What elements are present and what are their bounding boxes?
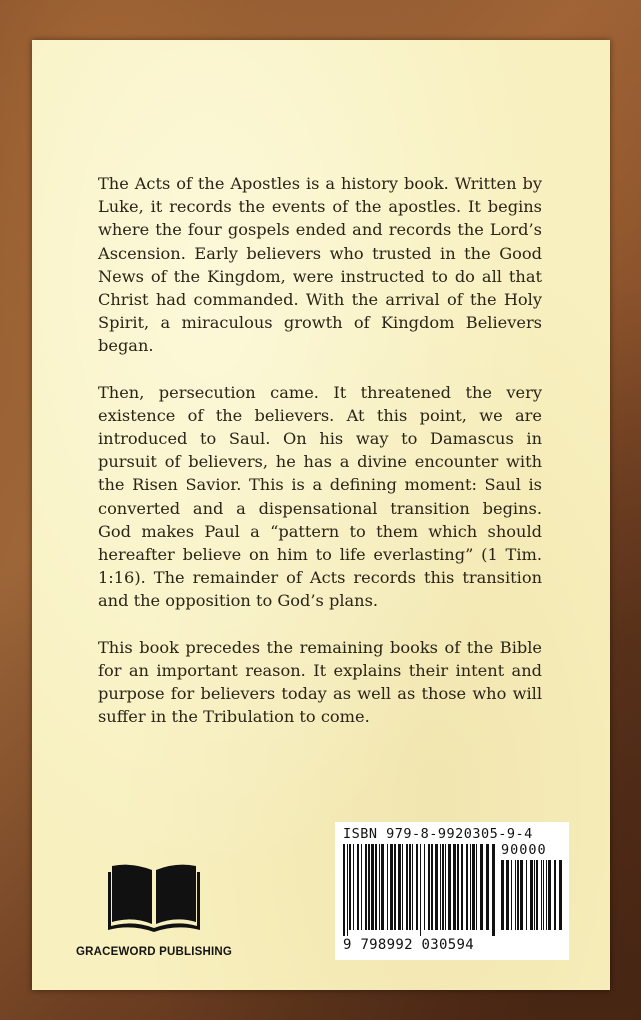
barcode-bar	[398, 844, 401, 930]
barcode-bar	[543, 860, 544, 930]
barcode-bar	[381, 844, 384, 930]
barcode-bar	[406, 844, 408, 930]
ean-digits: 9 798992 030594	[343, 937, 474, 953]
barcode-bar	[375, 844, 377, 930]
barcode-bar	[548, 860, 551, 930]
ean-barcode-bars	[343, 844, 495, 936]
barcode-bar	[445, 844, 446, 930]
barcode-bar	[387, 844, 388, 930]
barcode-bar	[480, 844, 483, 930]
barcode-bar	[343, 844, 345, 936]
barcode-bar	[530, 860, 533, 930]
description-paragraph-3: This book precedes the remaining books of the Bible for an important reason. It explains their intent and purpose for believers today as well as those who will suffer in the Tribulation to come.	[98, 637, 542, 727]
barcode-bar	[409, 844, 411, 930]
barcode-bar	[520, 860, 523, 930]
barcode-bar	[448, 844, 451, 930]
barcode-bar	[466, 844, 468, 930]
description-paragraph-1: The Acts of the Apostles is a history book. Written by Luke, it records the events of the apostles. It begins where the four gospels ended and records the Lord’s Ascension. Early believers who trusted in the Good News of the Kingdom, were instructed to do all that Christ had commanded. With the arrival of the Holy Spirit, a miraculous growth of Kingdom Believers began.	[98, 174, 542, 356]
barcode-bar	[515, 860, 516, 930]
barcode-bar	[486, 844, 489, 930]
barcode-bar	[361, 844, 362, 930]
barcode-bar	[371, 844, 374, 930]
barcode-bar	[554, 860, 556, 930]
barcode-bar	[402, 844, 403, 930]
barcode-bar	[357, 844, 359, 930]
barcode-bar	[424, 844, 425, 930]
price-addon-bars	[501, 860, 563, 936]
description-paragraph-2: Then, persecution came. It threatened the very existence of the believers. At this point, we are introduced to Saul. On his way to Damascus in pursuit of believers, he has a divine encounter with the Risen Savior. This is a defining moment: Saul is converted and a dispensational transition begins. God makes Paul a “pattern to them which should hereafter believe on him to life everlasting” (1 Tim. 1:16). The remainder of Acts records this transition and the opposition to God’s plans.	[98, 382, 542, 611]
barcode-bar	[506, 860, 509, 930]
barcode-bar	[517, 860, 519, 930]
price-code: 90000	[501, 842, 547, 858]
publisher-name: GRACEWORD PUBLISHING	[75, 946, 233, 958]
barcode-bar	[442, 844, 444, 930]
barcode-bar	[379, 844, 380, 930]
barcode-bar	[461, 844, 463, 930]
barcode-bar	[472, 844, 475, 930]
barcode-bar	[440, 844, 441, 930]
barcode-bar	[347, 844, 348, 936]
barcode-bar	[511, 860, 512, 930]
barcode-bar	[526, 860, 527, 930]
open-book-icon	[108, 860, 200, 934]
barcode-bar	[412, 844, 413, 930]
barcode-bar	[476, 844, 477, 930]
barcode-bar	[368, 844, 370, 930]
barcode-bar	[536, 860, 538, 930]
barcode-bar	[420, 844, 421, 936]
barcode-bar	[534, 860, 535, 930]
barcode-bar	[353, 844, 354, 930]
barcode-bar	[435, 844, 438, 930]
barcode-bar	[431, 844, 433, 930]
barcode-bar	[390, 844, 393, 930]
barcode-bar	[541, 860, 542, 930]
barcode-bar	[470, 844, 471, 930]
barcode-bar	[394, 844, 396, 930]
isbn-barcode	[335, 822, 569, 960]
barcode-bar	[501, 860, 504, 930]
barcode-bar	[428, 844, 430, 930]
barcode-bar	[349, 844, 351, 930]
publisher-logo	[72, 860, 236, 958]
barcode-bar	[492, 844, 495, 936]
barcode-bar	[457, 844, 459, 930]
barcode-bar	[453, 844, 456, 930]
barcode-bar	[416, 844, 418, 930]
isbn-label: ISBN 979-8-9920305-9-4	[343, 826, 533, 842]
barcode-bar	[365, 844, 367, 930]
barcode-bar	[559, 860, 562, 930]
barcode-bar	[546, 860, 547, 930]
book-description	[98, 172, 542, 751]
